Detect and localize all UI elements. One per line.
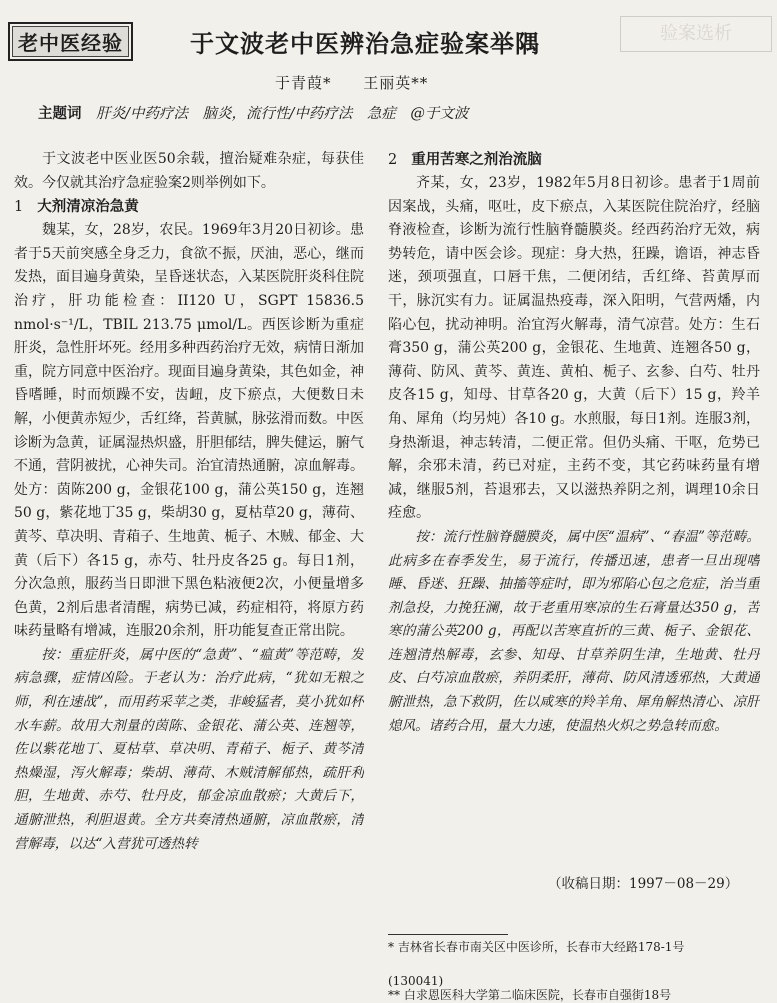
case2-heading-number: 2: [388, 152, 398, 168]
footnote-1-postcode: (130041): [388, 974, 444, 988]
footnotes: [388, 940, 764, 955]
case2-heading-text: 重用苦寒之剂治流脑: [411, 151, 542, 168]
column-tag: 老中医经验: [8, 22, 133, 61]
case1-body: 魏某，女，28岁，农民。1969年3月20日初诊。患者于5天前突感全身乏力，食欲不振，厌油，恶心，继而发热，面目遍身黄染，呈昏迷状态，入某医院肝炎科住院治疗，肝功能检查：II120 U，SGPT 15836.5 nmol·s⁻¹/L，TBIL 213.75 μmol/L。西医诊断为重症肝炎，急性肝坏死。经用多种西药治疗无效，病情日渐加重，院方同意中医治疗。现面目遍身黄染，其色如金，神昏嗜睡，时而烦躁不安，齿衄，皮下瘀点，大便数日未解，小便黄赤短少，舌红绛，苔黄腻，脉弦滑而数。中医诊断为急黄，证属湿热炽盛，肝胆郁结，脾失健运，腑气不通，营阴被扰，心神失司。治宜清热通腑，凉血解毒。处方：茵陈200 g，金银花100 g，蒲公英150 g，连翘50 g，紫花地丁35 g，柴胡30 g，夏枯草20 g，薄荷、黄芩、草决明、青葙子、生地黄、栀子、木贼、郁金、大黄（后下）各15 g，赤芍、牡丹皮各25 g。每日1剂，分次急煎，服药当日即泄下黑色粘液便2次，小便量增多色黄，2剂后患者清醒，病势已减，药症相符，将原方药味药量略有增减，连服20余剂，肝功能复查正常出院。: [14, 222, 364, 640]
keywords-line: [38, 102, 468, 123]
keywords-text: 肝炎/中药疗法 脑炎，流行性/中药疗法 急症 @于文波: [96, 106, 469, 122]
intro-paragraph: 于文波老中医业医50余载，擅治疑难杂症，每获佳效。今仅就其治疗急症验案2则举例如下。: [14, 151, 364, 191]
case1-commentary: 按：重症肝炎，属中医的“急黄”、“瘟黄”等范畴，发病急骤，症情凶险。于老认为：治疗此病，“犹如无粮之师，利在速战”，而用药采苹之类，非峻猛者，莫小犹如杯水车薪。故用大剂量的茵陈、金银花、蒲公英、连翘等，佐以紫花地丁、夏枯草、草决明、青葙子、栀子、黄芩清热燥湿，泻火解毒；柴胡、薄荷、木贼清解郁热，疏肝利胆，生地黄、赤芍、牡丹皮，郁金凉血散瘀；大黄后下，通腑泄热，利胆退黄。全方共奏清热通腑，凉血散瘀，清营解毒，以达“入营犹可透热转: [14, 646, 364, 852]
author-1: 于青葭*: [275, 74, 332, 92]
case1-heading-number: 1: [14, 199, 24, 216]
article-title: 于文波老中医辨治急症验案举隅: [190, 29, 540, 58]
right-column: [388, 148, 760, 908]
left-column: [14, 148, 364, 1000]
footnote-2: ** 白求恩医科大学第二临床医院，长春市自强街18号: [388, 988, 672, 1002]
faded-section-tag: 验案选析: [620, 16, 772, 52]
author-line: [275, 72, 454, 93]
keywords-label: 主题词: [38, 105, 82, 122]
case2-heading: [388, 148, 760, 172]
case2-body: 齐某，女，23岁，1982年5月8日初诊。患者于1周前因案战，头痛，呕吐，皮下瘀点，入某医院住院治疗，经脑脊液检查，诊断为流行性脑脊髓膜炎。经西药治疗无效，病势转危，请中医会诊。现症：身大热，狂躁，谵语，神志昏迷，颈项强直，口唇干焦，二便闭结，舌红绛、苔黄厚而干，脉沉实有力。证属温热疫毒，深入阳明，气营两燔，内陷心包，扰动神明。治宜泻火解毒，清气凉营。处方：生石膏350 g，蒲公英200 g，金银花、生地黄、连翘各50 g，薄荷、防风、黄芩、黄连、黄柏、栀子、玄参、白芍、牡丹皮各15 g，知母、甘草各20 g，大黄（后下）15 g，羚羊角、犀角（均另炖）各10 g。水煎服，每日1剂。连服3剂，身热渐退，神志转清，二便正常。但仍头痛、干呕，危势已解，余邪未清，药已对症，主药不变，其它药味药量有增减，继服5剂，苔退邪去，又以滋热养阴之剂，调理10余日痊愈。: [388, 175, 760, 522]
case2-commentary: 按：流行性脑脊髓膜炎，属中医“温病”、“春温”等范畴。此病多在春季发生，易于流行，传播迅速，患者一旦出现嗜睡、昏迷、狂躁、抽搐等症时，即为邪陷心包之危症，治当重剂急投，力挽狂澜，故于老重用寒凉的生石膏量达350 g，苦寒的蒲公英200 g，再配以苦寒直折的三黄、栀子、金银花、连翘清热解毒，玄参、知母、甘草养阴生津，生地黄、牡丹皮、白芍凉血散瘀，养阴柔肝，薄荷、防风清透邪热，大黄通腑泄热，急下救阴，佐以咸寒的羚羊角、犀角解热清心、凉肝熄风。诸药合用，量大力速，使温热火炽之势急转而愈。: [388, 528, 760, 734]
case1-heading: [14, 195, 364, 219]
received-date: （收稿日期：1997－08－29）: [548, 876, 739, 892]
footnote-divider: [388, 934, 508, 935]
case1-heading-text: 大剂清凉治急黄: [37, 198, 139, 216]
author-2: 王丽英**: [363, 74, 429, 92]
footnotes-2: [388, 988, 764, 1003]
footnote-1: * 吉林省长春市南关区中医诊所，长春市大经路178-1号: [388, 940, 685, 954]
